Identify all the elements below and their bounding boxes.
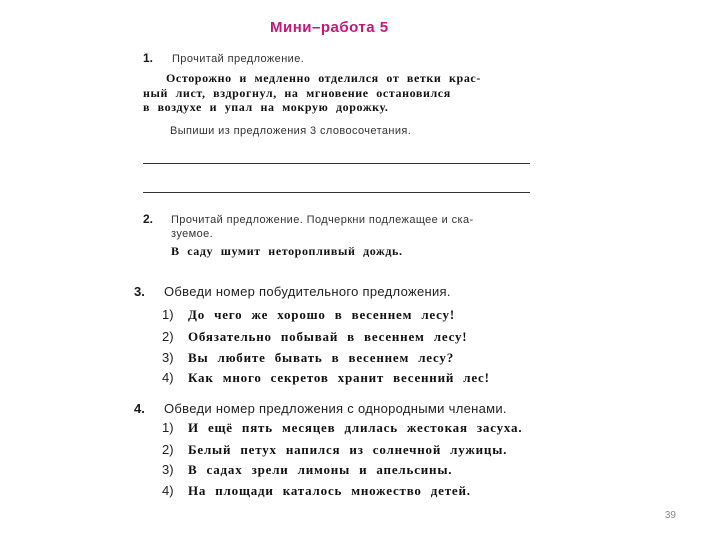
task-1-number: 1. <box>143 51 154 65</box>
task-1-instruction: Прочитай предложение. <box>172 53 305 65</box>
task-3-option-2[interactable] <box>162 329 467 345</box>
answer-line[interactable] <box>143 192 530 193</box>
option-text: И ещё пять месяцев длилась жестокая засуха. <box>188 420 523 435</box>
task-3-option-4[interactable] <box>162 370 490 386</box>
option-number[interactable]: 3) <box>162 350 174 365</box>
option-number[interactable]: 4) <box>162 370 174 385</box>
task-2-instruction-line: Прочитай предложение. Подчеркни подлежащее и ска- <box>171 214 474 226</box>
task-3-option-3[interactable] <box>162 350 454 366</box>
option-text: Вы любите бывать в весеннем лесу? <box>188 350 455 365</box>
option-number[interactable]: 3) <box>162 462 174 477</box>
task-2-instruction-line: зуемое. <box>171 228 214 240</box>
task-3-instruction: Обведи номер побудительного предложения. <box>164 284 451 299</box>
task-4-option-4[interactable] <box>162 483 471 499</box>
task-2-sentence: В саду шумит неторопливый дождь. <box>171 244 403 258</box>
option-number[interactable]: 2) <box>162 442 174 457</box>
option-number[interactable]: 2) <box>162 329 174 344</box>
option-text: Белый петух напился из солнечной лужицы. <box>188 442 508 457</box>
task-1-sentence-line: ный лист, вздрогнул, на мгновение остановился <box>143 86 451 100</box>
task-2-number: 2. <box>143 212 154 226</box>
task-1-sentence-line: Осторожно и медленно отделился от ветки крас- <box>166 71 481 85</box>
option-text: В садах зрели лимоны и апельсины. <box>188 462 453 477</box>
task-3-number: 3. <box>134 284 145 299</box>
page-title: Мини–работа 5 <box>270 19 389 36</box>
task-3-option-1[interactable] <box>162 307 455 323</box>
task-4-option-2[interactable] <box>162 442 507 458</box>
task-4-number: 4. <box>134 401 145 416</box>
task-1-task: Выпиши из предложения 3 словосочетания. <box>170 125 412 137</box>
option-text: До чего же хорошо в весеннем лесу! <box>188 307 455 322</box>
option-number[interactable]: 1) <box>162 420 174 435</box>
task-1-sentence-line: в воздухе и упал на мокрую дорожку. <box>143 100 389 114</box>
option-number[interactable]: 4) <box>162 483 174 498</box>
option-text: На площади каталось множество детей. <box>188 483 471 498</box>
answer-line[interactable] <box>143 163 530 164</box>
option-text: Обязательно побывай в весеннем лесу! <box>188 329 468 344</box>
task-4-instruction: Обведи номер предложения с однородными членами. <box>164 401 507 416</box>
task-4-option-3[interactable] <box>162 462 452 478</box>
option-text: Как много секретов хранит весенний лес! <box>188 370 490 385</box>
task-4-option-1[interactable] <box>162 420 522 436</box>
page-number: 39 <box>664 510 676 521</box>
option-number[interactable]: 1) <box>162 307 174 322</box>
